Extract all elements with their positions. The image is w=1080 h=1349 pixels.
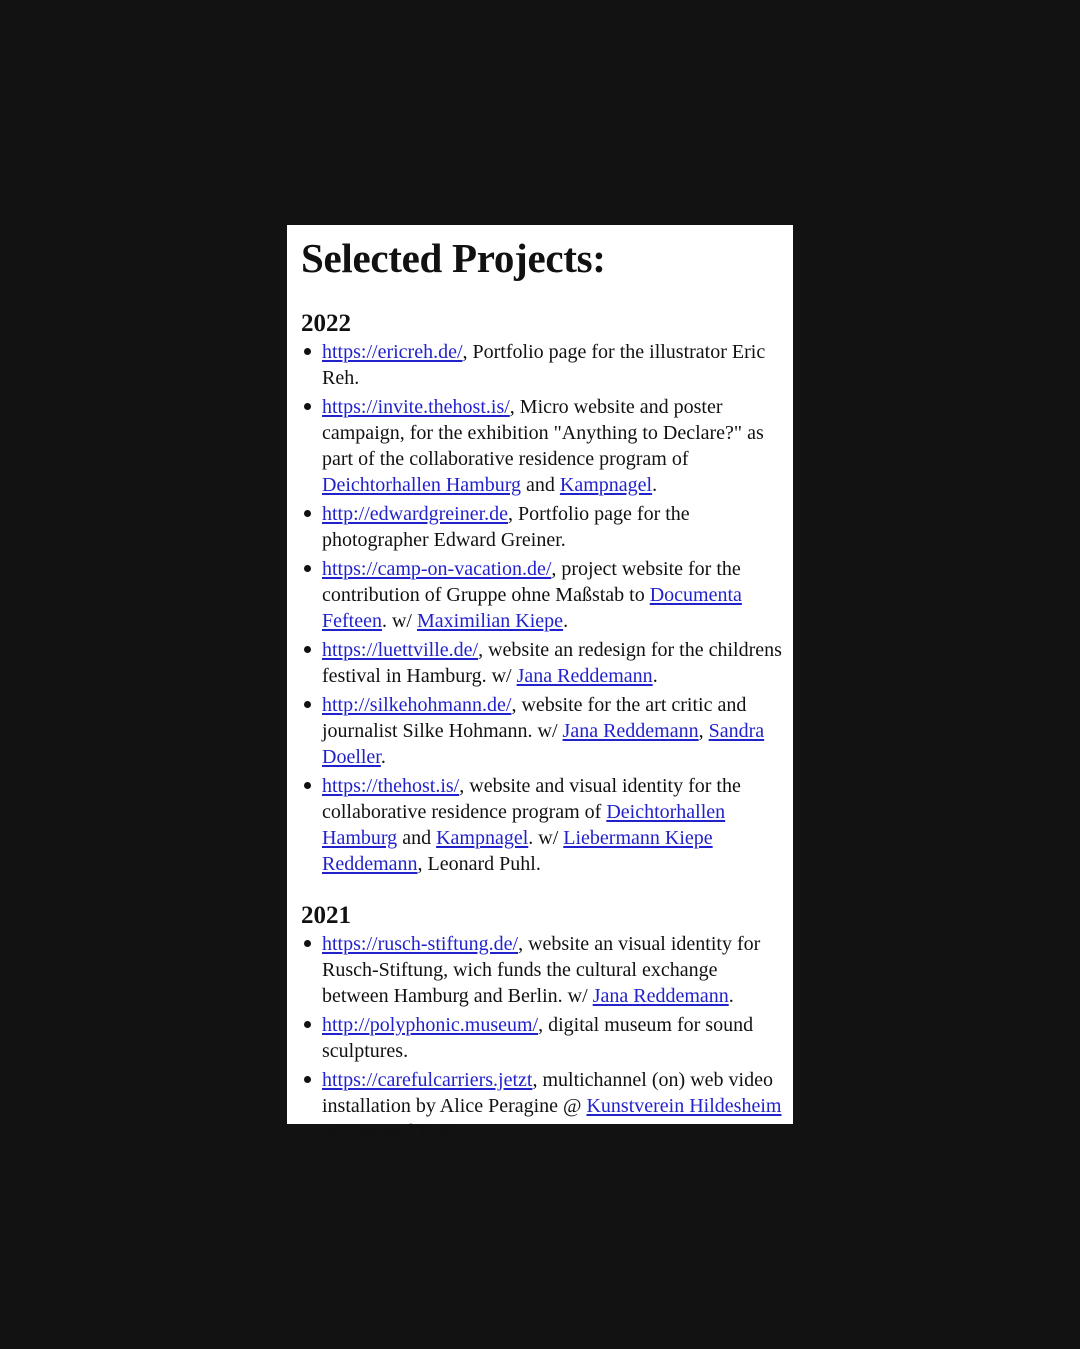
link-kampnagel[interactable]: Kampnagel xyxy=(559,474,653,496)
project-item xyxy=(322,501,793,553)
project-description-text: , Portfolio page for the illustrator Eric Reh. xyxy=(322,341,766,389)
bullet-icon xyxy=(304,1076,311,1083)
project-description-text: , website an redesign for the childrens festival in Hamburg. w/ xyxy=(322,639,782,687)
link-thehost-is[interactable]: https://thehost.is/ xyxy=(322,775,460,797)
page-title: Selected Projects: xyxy=(301,235,606,281)
link-edwardgreiner-de[interactable]: http://edwardgreiner.de xyxy=(322,503,509,525)
project-list xyxy=(301,339,793,877)
project-description-text: . xyxy=(728,985,734,1007)
page-content xyxy=(287,231,793,1145)
project-description-text: and xyxy=(521,474,560,496)
bullet-icon xyxy=(304,510,311,517)
bullet-icon xyxy=(304,940,311,947)
project-item xyxy=(322,339,793,391)
project-description-text: , multichannel (on) web video installation by Alice Peragine @ xyxy=(322,1069,773,1117)
link-jana-reddemann[interactable]: Jana Reddemann xyxy=(592,985,729,1007)
bullet-icon xyxy=(304,782,311,789)
project-item xyxy=(322,556,793,634)
link-luettville-de[interactable]: https://luettville.de/ xyxy=(322,639,479,661)
year-section-2022 xyxy=(301,309,793,877)
bullet-icon xyxy=(304,701,311,708)
project-description-text: , Portfolio page for the photographer Edward Greiner. xyxy=(322,503,690,551)
project-description-text: and xyxy=(397,827,437,849)
project-description-text: , Micro website and poster campaign, for the exhibition "Anything to Declare?" as part of the collaborative residence program of xyxy=(322,396,764,470)
project-list xyxy=(301,931,793,1145)
project-description-text: . w/ xyxy=(528,827,564,849)
project-item xyxy=(322,931,793,1009)
link-documenta-fefteen[interactable]: Documenta Fefteen xyxy=(322,584,742,632)
project-description-text: . xyxy=(380,746,386,768)
link-ericreh-de[interactable]: https://ericreh.de/ xyxy=(322,341,463,363)
project-item xyxy=(322,692,793,770)
project-description-text: . w/ xyxy=(381,610,417,632)
project-description-text: , digital museum for sound sculptures. xyxy=(322,1014,754,1062)
year-heading: 2022 xyxy=(301,310,351,337)
link-liebermann-kiepe-reddemann[interactable]: Liebermann Kiepe Reddemann xyxy=(322,827,713,875)
project-description-text: . xyxy=(652,665,658,687)
project-description-text: , website an visual identity for Rusch-Stiftung, wich funds the cultural exchange between Hamburg and Berlin. w/ xyxy=(322,933,761,1007)
bullet-icon xyxy=(304,565,311,572)
project-description-text: . xyxy=(563,610,569,632)
browser-viewport[interactable] xyxy=(287,225,793,1143)
project-description-text: . xyxy=(652,474,658,496)
project-description-text: , xyxy=(698,720,709,742)
year-section-2021 xyxy=(301,901,793,1145)
project-item xyxy=(322,637,793,689)
bullet-icon xyxy=(304,1021,311,1028)
link-carefulcarriers-jetzt[interactable]: https://carefulcarriers.jetzt xyxy=(322,1069,533,1091)
project-item xyxy=(322,1012,793,1064)
link-kampnagel[interactable]: Kampnagel xyxy=(436,827,529,849)
link-rusch-stiftung-de[interactable]: https://rusch-stiftung.de/ xyxy=(322,933,519,955)
link-jana-reddemann[interactable]: Jana Reddemann xyxy=(516,665,653,687)
link-jana-reddemann[interactable]: Jana Reddemann xyxy=(562,720,699,742)
link-polyphonic-museum[interactable]: http://polyphonic.museum/ xyxy=(322,1014,539,1036)
bullet-icon xyxy=(304,348,311,355)
project-description-text: , website and visual identity for the collaborative residence program of xyxy=(322,775,741,823)
project-description-text: w/ Leonard Puhl. xyxy=(322,1121,461,1143)
project-item xyxy=(322,773,793,877)
link-sandra-doeller[interactable]: Sandra Doeller xyxy=(322,720,765,768)
project-item xyxy=(322,394,793,498)
link-kunstverein-hildesheim[interactable]: Kunstverein Hildesheim xyxy=(586,1095,782,1117)
link-silkehohmann-de[interactable]: http://silkehohmann.de/ xyxy=(322,694,512,716)
link-camp-on-vacation-de[interactable]: https://camp-on-vacation.de/ xyxy=(322,558,552,580)
year-heading: 2021 xyxy=(301,902,351,929)
link-invite-thehost-is[interactable]: https://invite.thehost.is/ xyxy=(322,396,510,418)
project-sections xyxy=(301,309,793,1145)
project-item xyxy=(322,1067,793,1145)
link-deichtorhallen-hamburg[interactable]: Deichtorhallen Hamburg xyxy=(322,474,522,496)
project-description-text: , Leonard Puhl. xyxy=(417,853,541,875)
link-deichtorhallen-hamburg[interactable]: Deichtorhallen Hamburg xyxy=(322,801,726,849)
project-description-text: , website for the art critic and journalist Silke Hohmann. w/ xyxy=(322,694,747,742)
bullet-icon xyxy=(304,646,311,653)
link-maximilian-kiepe[interactable]: Maximilian Kiepe xyxy=(416,610,564,632)
project-description-text: , project website for the contribution of Gruppe ohne Maßstab to xyxy=(322,558,741,606)
bullet-icon xyxy=(304,403,311,410)
